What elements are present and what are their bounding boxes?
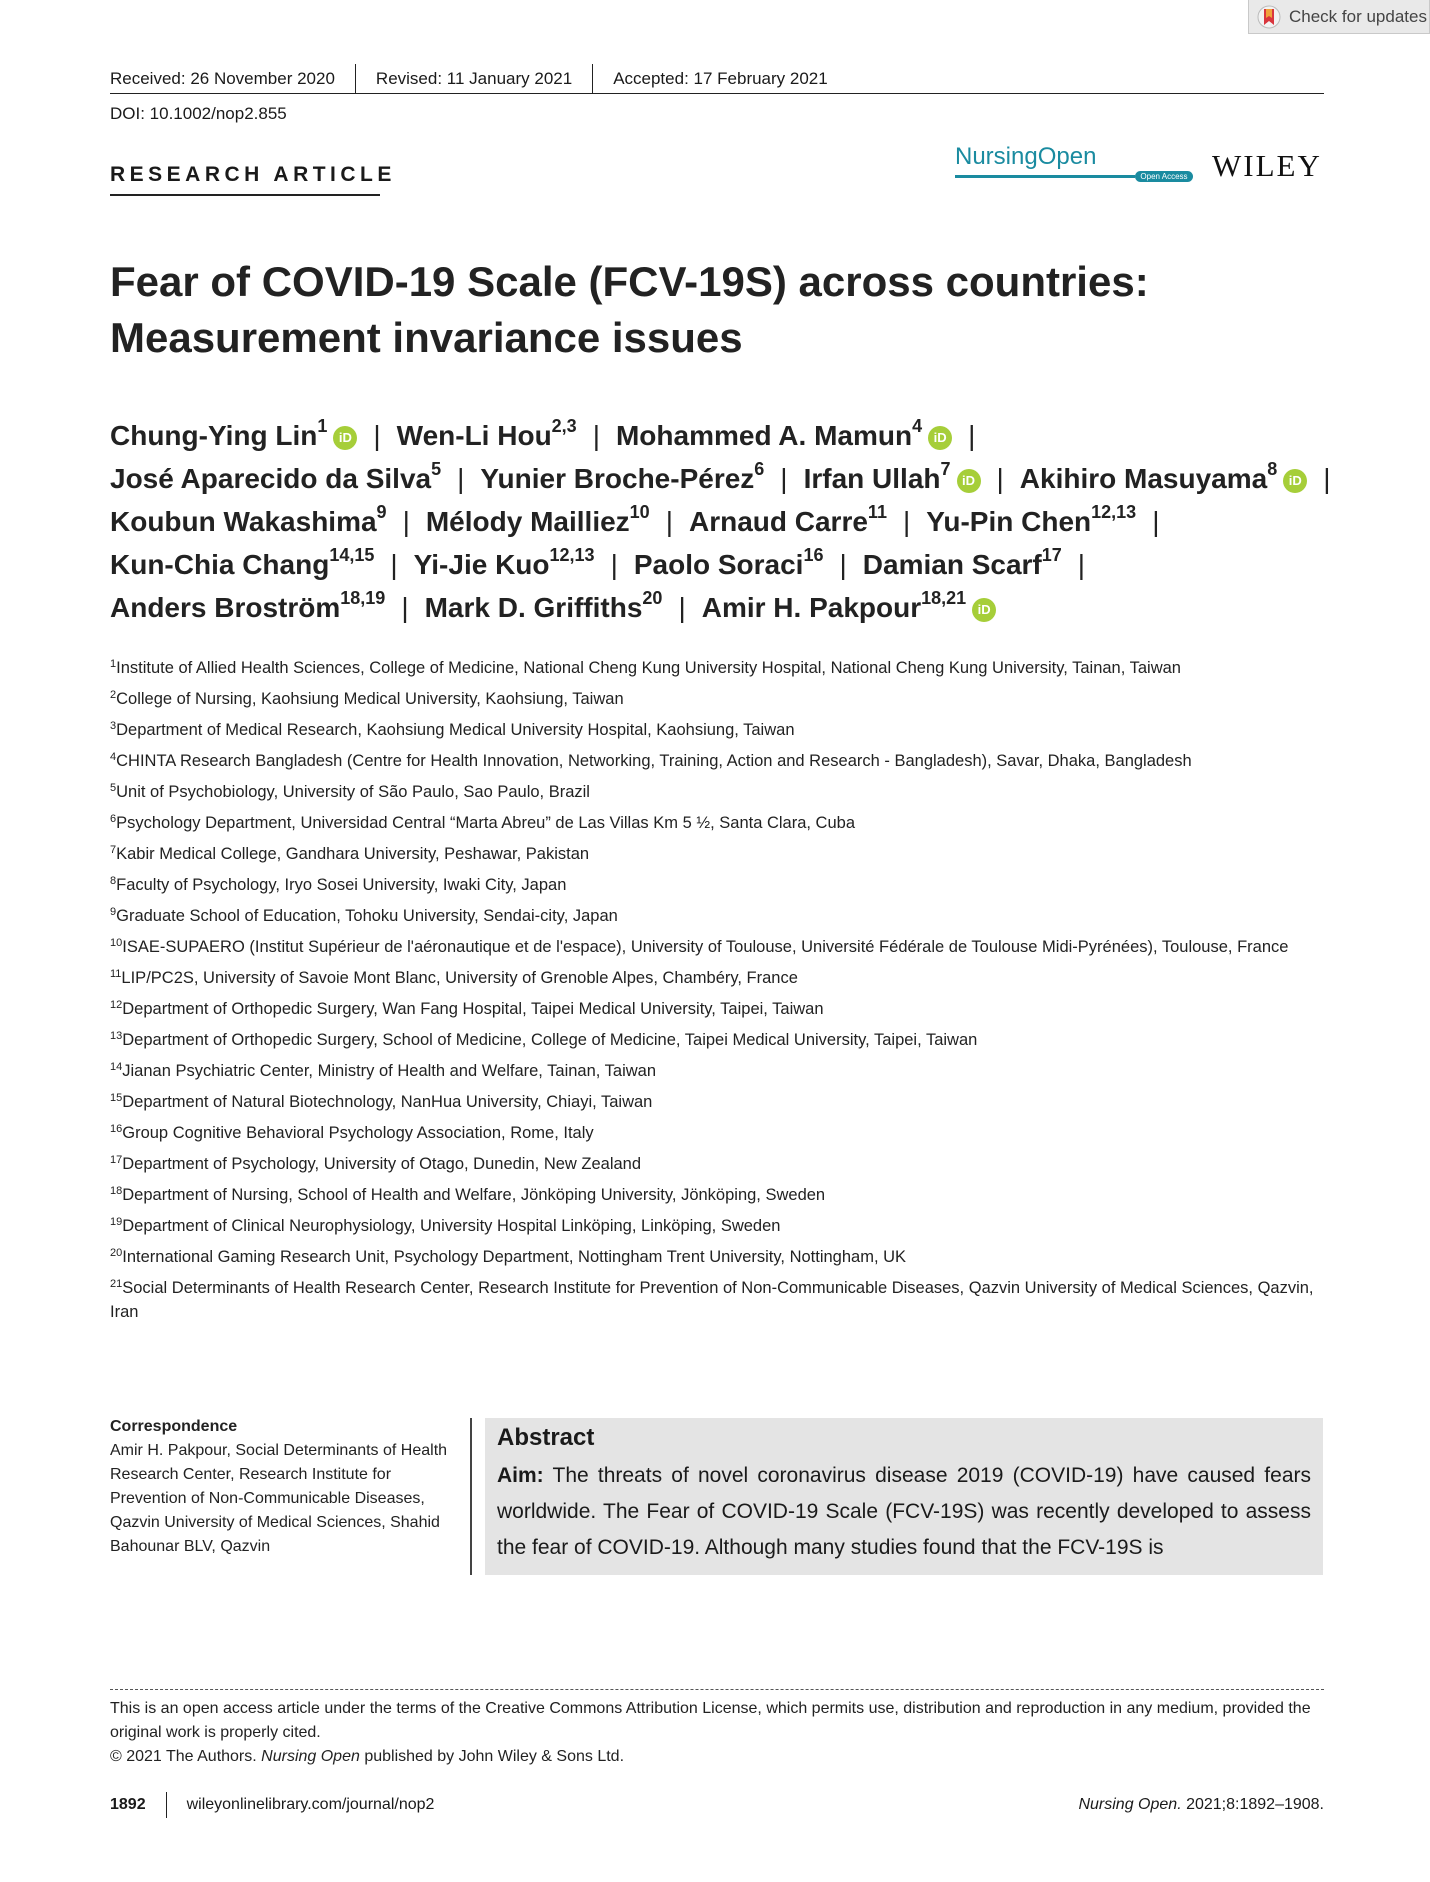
affiliation-number: 12 (110, 999, 123, 1011)
affiliation-number: 14 (110, 1061, 123, 1073)
article-title (110, 254, 1310, 366)
affiliation-text: Psychology Department, Universidad Central “Marta Abreu” de Las Villas Km 5 ½, Santa Clara, Cuba (116, 814, 856, 832)
journal-name-open: Open (1037, 143, 1097, 170)
affiliation-text: Unit of Psychobiology, University of São Paulo, Sao Paulo, Brazil (116, 783, 590, 801)
author-separator: | (1323, 463, 1331, 494)
affiliation-text: Social Determinants of Health Research Center, Research Institute for Prevention of Non-Communicable Diseases, Qazvin University of Medical Sciences, Qazvin, Iran (110, 1279, 1314, 1321)
affiliation-text: LIP/PC2S, University of Savoie Mont Blanc, University of Grenoble Alpes, Chambéry, France (121, 969, 798, 987)
author-affiliation-sup: 12,13 (1091, 502, 1137, 522)
author-separator: | (1077, 549, 1086, 580)
author-name[interactable]: Irfan Ullah (803, 463, 941, 494)
orcid-icon[interactable]: iD (957, 469, 981, 493)
affiliation-text: Kabir Medical College, Gandhara University, Peshawar, Pakistan (116, 845, 590, 863)
received-date: Received: 26 November 2020 (110, 69, 335, 88)
author-affiliation-sup: 11 (867, 502, 887, 522)
author-separator: | (1152, 506, 1160, 537)
affiliation-number: 8 (110, 875, 117, 887)
author-row (110, 586, 1340, 629)
affiliation-list (110, 656, 1330, 1331)
author-name[interactable]: José Aparecido da Silva (110, 463, 432, 494)
author-separator: | (968, 420, 976, 451)
author-affiliation-sup: 12,13 (549, 545, 595, 565)
affiliation-text: Department of Nursing, School of Health and Welfare, Jönköping University, Jönköping, Sweden (122, 1186, 826, 1204)
affiliation-item (110, 780, 1330, 804)
publisher-logo: WILEY (1212, 148, 1322, 183)
author-separator: | (390, 549, 398, 580)
author-name[interactable]: Yu-Pin Chen (926, 506, 1092, 537)
article-dates (110, 64, 1324, 94)
author-separator: | (678, 592, 686, 623)
author-affiliation-sup: 18,19 (340, 588, 386, 608)
author-separator: | (839, 549, 847, 580)
license-text: This is an open access article under the terms of the Creative Commons Attribution License, which permits use, distribution and reproduction in any medium, provided the original work is properly cited. (110, 1700, 1311, 1741)
correspondence-heading: Correspondence (110, 1418, 238, 1435)
author-affiliation-sup: 17 (1041, 545, 1062, 565)
journal-logo-rule (955, 175, 1135, 178)
author-name[interactable]: Damian Scarf (862, 549, 1042, 580)
affiliation-text: Department of Orthopedic Surgery, School of Medicine, College of Medicine, Taipei Medical University, Taipei, Taiwan (122, 1031, 978, 1049)
affiliation-number: 5 (110, 782, 117, 794)
author-affiliation-sup: 5 (431, 459, 442, 479)
affiliation-text: Department of Orthopedic Surgery, Wan Fang Hospital, Taipei Medical University, Taipei, Taiwan (122, 1000, 824, 1018)
affiliation-text: ISAE-SUPAERO (Institut Supérieur de l'aéronautique et de l'espace), University of Toulouse, Université Fédérale de Toulouse Midi-Pyrénées), Toulouse, France (122, 938, 1289, 956)
affiliation-number: 17 (110, 1154, 123, 1166)
affiliation-number: 10 (110, 937, 123, 949)
affiliation-text: Faculty of Psychology, Iryo Sosei University, Iwaki City, Japan (116, 876, 567, 894)
bookmark-badge-icon (1257, 5, 1281, 29)
check-for-updates-button[interactable] (1248, 0, 1430, 34)
author-name[interactable]: Arnaud Carre (688, 506, 868, 537)
revised-date: Revised: 11 January 2021 (375, 69, 573, 88)
orcid-icon[interactable]: iD (333, 426, 357, 450)
author-affiliation-sup: 10 (629, 502, 650, 522)
journal-name-nursing: Nursing (955, 143, 1038, 170)
author-separator: | (610, 549, 618, 580)
author-affiliation-sup: 9 (376, 502, 387, 522)
affiliation-text: CHINTA Research Bangladesh (Centre for Health Innovation, Networking, Training, Action and Research - Bangladesh), Savar, Dhaka, Bangladesh (116, 752, 1192, 770)
abstract-aim-label: Aim: (497, 1464, 544, 1487)
author-affiliation-sup: 7 (940, 459, 951, 479)
author-affiliation-sup: 4 (912, 416, 923, 436)
author-affiliation-sup: 6 (754, 459, 765, 479)
author-affiliation-sup: 18,21 (921, 588, 967, 608)
affiliation-number: 21 (110, 1278, 123, 1290)
author-separator: | (665, 506, 673, 537)
affiliation-number: 11 (110, 968, 122, 980)
article-type-underline (110, 194, 380, 196)
author-separator: | (996, 463, 1004, 494)
author-row (110, 500, 1340, 543)
affiliation-item (110, 1090, 1330, 1114)
affiliation-number: 20 (110, 1247, 123, 1259)
orcid-icon[interactable]: iD (972, 598, 996, 622)
affiliation-number: 15 (110, 1092, 123, 1104)
author-affiliation-sup: 16 (803, 545, 824, 565)
author-name[interactable]: Paolo Soraci (633, 549, 804, 580)
author-separator: | (401, 592, 409, 623)
citation (1078, 1796, 1324, 1814)
affiliation-item (110, 935, 1330, 959)
author-separator: | (780, 463, 788, 494)
affiliation-number: 6 (110, 813, 117, 825)
author-affiliation-sup: 14,15 (329, 545, 375, 565)
date-separator (355, 64, 356, 94)
author-name[interactable]: Amir H. Pakpour (701, 592, 922, 623)
correspondence-divider (470, 1418, 472, 1575)
author-separator: | (373, 420, 381, 451)
affiliation-item (110, 904, 1330, 928)
header-rule (110, 93, 1324, 94)
date-separator (592, 64, 593, 94)
author-row (110, 457, 1340, 500)
affiliation-number: 2 (110, 689, 117, 701)
citation-journal: Nursing Open. (1078, 1796, 1182, 1813)
journal-site-link[interactable]: wileyonlinelibrary.com/journal/nop2 (186, 1796, 435, 1813)
check-for-updates-label: Check for updates (1289, 6, 1427, 26)
affiliation-item (110, 1276, 1330, 1324)
author-name[interactable]: Anders Broström (110, 592, 341, 623)
affiliation-item (110, 687, 1330, 711)
title-line-2: Measurement invariance issues (110, 314, 743, 361)
affiliation-number: 19 (110, 1216, 123, 1228)
affiliation-number: 9 (110, 906, 117, 918)
author-affiliation-sup: 1 (317, 416, 328, 436)
author-affiliation-sup: 20 (642, 588, 663, 608)
copyright-journal: Nursing Open (261, 1748, 360, 1765)
open-access-badge: Open Access (1135, 171, 1193, 182)
page-number: 1892 (110, 1796, 146, 1813)
affiliation-number: 18 (110, 1185, 123, 1197)
affiliation-text: Department of Medical Research, Kaohsiung Medical University Hospital, Kaohsiung, Taiwan (116, 721, 795, 739)
affiliation-item (110, 1121, 1330, 1145)
author-name[interactable]: Yi-Jie Kuo (413, 549, 550, 580)
affiliation-text: College of Nursing, Kaohsiung Medical University, Kaohsiung, Taiwan (116, 690, 624, 708)
author-name[interactable]: Kun-Chia Chang (110, 549, 330, 580)
doi[interactable]: DOI: 10.1002/nop2.855 (110, 104, 287, 123)
affiliation-text: International Gaming Research Unit, Psychology Department, Nottingham Trent University, Nottingham, UK (122, 1248, 907, 1266)
affiliation-number: 4 (110, 751, 117, 763)
affiliation-item (110, 749, 1330, 773)
affiliation-text: Jianan Psychiatric Center, Ministry of Health and Welfare, Tainan, Taiwan (122, 1062, 657, 1080)
author-separator: | (592, 420, 600, 451)
license-divider (110, 1689, 1324, 1690)
affiliation-text: Graduate School of Education, Tohoku University, Sendai-city, Japan (116, 907, 618, 925)
author-name[interactable]: Mohammed A. Mamun (615, 420, 913, 451)
affiliation-number: 16 (110, 1123, 123, 1135)
author-affiliation-sup: 2,3 (551, 416, 577, 436)
author-name[interactable]: Wen-Li Hou (396, 420, 552, 451)
author-list (110, 414, 1340, 629)
affiliation-number: 13 (110, 1030, 123, 1042)
affiliation-item (110, 842, 1330, 866)
abstract-text (497, 1458, 1311, 1566)
author-name[interactable]: Koubun Wakashima (110, 506, 377, 537)
title-line-1: Fear of COVID-19 Scale (FCV-19S) across countries: (110, 258, 1149, 305)
affiliation-item (110, 1214, 1330, 1238)
copyright-line (110, 1745, 1324, 1769)
footer-separator (166, 1792, 167, 1818)
article-type: RESEARCH ARTICLE (110, 163, 396, 186)
affiliation-item (110, 1152, 1330, 1176)
affiliation-number: 1 (110, 658, 117, 670)
abstract-heading: Abstract (497, 1424, 595, 1451)
abstract-box (485, 1418, 1323, 1575)
affiliation-item (110, 811, 1330, 835)
author-row (110, 414, 1340, 457)
orcid-icon[interactable]: iD (928, 426, 952, 450)
abstract-aim-text: The threats of novel coronavirus disease 2019 (COVID-19) have caused fears worldwide. The Fear of COVID-19 Scale (FCV-19S) was recently developed to assess the fear of COVID-19. Although many studies found that the FCV-19S is (497, 1464, 1311, 1559)
affiliation-text: Department of Psychology, University of Otago, Dunedin, New Zealand (122, 1155, 642, 1173)
affiliation-item (110, 1059, 1330, 1083)
affiliation-text: Group Cognitive Behavioral Psychology Association, Rome, Italy (122, 1124, 594, 1142)
author-name[interactable]: Chung-Ying Lin (110, 420, 318, 451)
accepted-date: Accepted: 17 February 2021 (613, 69, 828, 88)
affiliation-item (110, 718, 1330, 742)
correspondence-text: Amir H. Pakpour, Social Determinants of Health Research Center, Research Institute for Prevention of Non-Communicable Diseases, Qazvin University of Medical Sciences, Shahid Bahounar BLV, Qazvin (110, 1442, 448, 1555)
page-footer (110, 1792, 1324, 1818)
author-separator: | (902, 506, 911, 537)
author-separator: | (457, 463, 465, 494)
author-name[interactable]: Mark D. Griffiths (424, 592, 643, 623)
citation-details: 2021;8:1892–1908. (1181, 1796, 1324, 1813)
affiliation-item (110, 1028, 1330, 1052)
journal-logo (955, 143, 1096, 171)
author-separator: | (402, 506, 410, 537)
affiliation-item (110, 1245, 1330, 1269)
orcid-icon[interactable]: iD (1283, 469, 1307, 493)
copyright-suffix: published by John Wiley & Sons Ltd. (359, 1748, 625, 1765)
affiliation-text: Department of Clinical Neurophysiology, University Hospital Linköping, Linköping, Sweden (122, 1217, 781, 1235)
copyright-prefix: © 2021 The Authors. (110, 1748, 262, 1765)
author-name[interactable]: Mélody Mailliez (425, 506, 630, 537)
affiliation-text: Department of Natural Biotechnology, NanHua University, Chiayi, Taiwan (122, 1093, 653, 1111)
correspondence (110, 1415, 460, 1559)
affiliation-item (110, 966, 1330, 990)
affiliation-number: 7 (110, 844, 117, 856)
author-affiliation-sup: 8 (1267, 459, 1278, 479)
license-note (110, 1697, 1324, 1769)
affiliation-item (110, 997, 1330, 1021)
author-name[interactable]: Akihiro Masuyama (1019, 463, 1268, 494)
affiliation-item (110, 656, 1330, 680)
affiliation-item (110, 873, 1330, 897)
affiliation-text: Institute of Allied Health Sciences, College of Medicine, National Cheng Kung University Hospital, National Cheng Kung University, Tainan, Taiwan (116, 659, 1181, 677)
affiliation-item (110, 1183, 1330, 1207)
author-row (110, 543, 1340, 586)
affiliation-number: 3 (110, 720, 117, 732)
author-name[interactable]: Yunier Broche-Pérez (480, 463, 755, 494)
